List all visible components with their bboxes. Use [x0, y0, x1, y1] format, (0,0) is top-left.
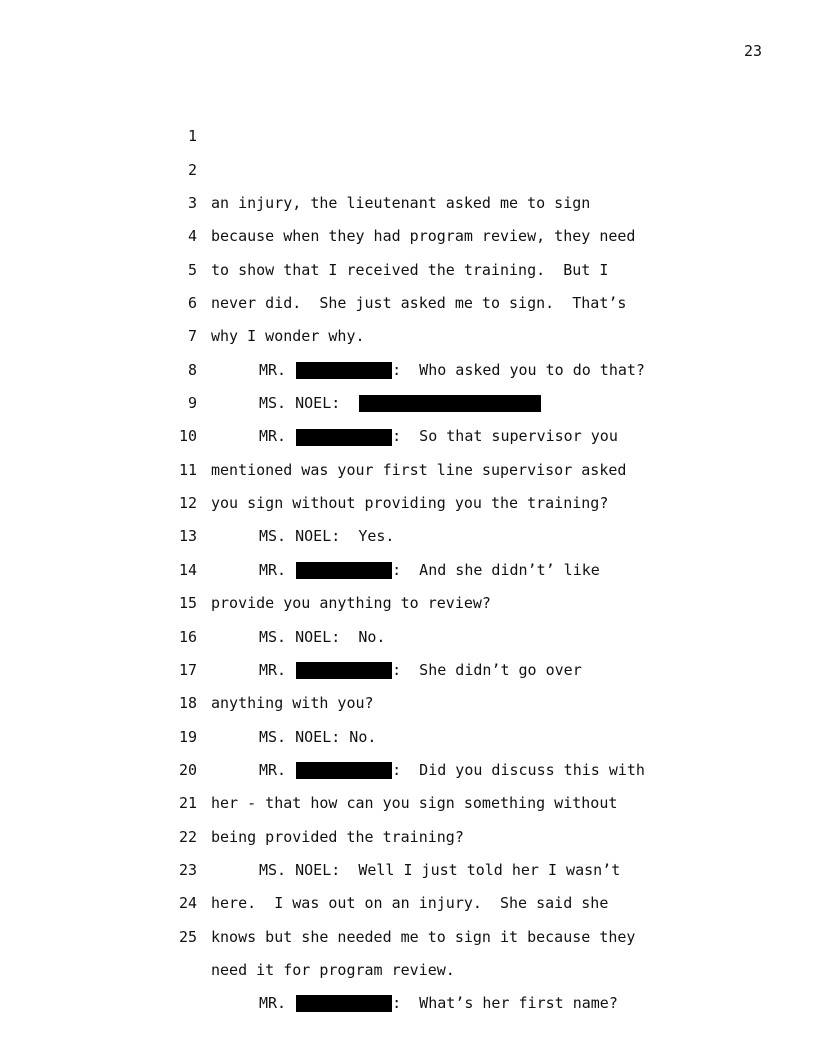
line-number: 9	[187, 394, 197, 413]
line-text: : Did you discuss this with	[392, 760, 645, 779]
line-text: MS. NOEL: Well I just told her I wasn’t	[259, 860, 621, 879]
line-number: 2	[187, 160, 197, 179]
line-text: anything with you?	[211, 694, 374, 713]
line-text: : Who asked you to do that?	[392, 360, 645, 379]
line-text: knows but she needed me to sign it because they	[211, 927, 636, 946]
line-number: 22	[178, 827, 197, 846]
line-text: because when they had program review, they need	[211, 227, 636, 246]
line-text: an injury, the lieutenant asked me to sign	[211, 194, 591, 213]
line-number: 3	[187, 194, 197, 213]
line-number: 17	[178, 660, 197, 679]
line-number: 5	[187, 260, 197, 279]
line-number: 14	[178, 560, 197, 579]
line-text: her - that how can you sign something without	[211, 794, 618, 813]
line-number: 15	[178, 594, 197, 613]
speaker-label: MR.	[259, 560, 287, 579]
line-number: 6	[187, 294, 197, 313]
line-text: MS. NOEL: No.	[259, 627, 386, 646]
line-text: MS. NOEL: No.	[259, 727, 377, 746]
line-text: : So that supervisor you	[392, 427, 618, 446]
line-number: 10	[178, 427, 197, 446]
line-number: 4	[187, 227, 197, 246]
line-number: 19	[178, 727, 197, 746]
line-number: 13	[178, 527, 197, 546]
transcript-line-1	[0, 87, 816, 213]
speaker-label: MR.	[259, 427, 287, 446]
line-number: 24	[178, 894, 197, 913]
speaker-label: MR.	[259, 760, 287, 779]
line-number: 12	[178, 494, 197, 513]
line-number: 18	[178, 694, 197, 713]
line-text: provide you anything to review?	[211, 594, 491, 613]
line-number: 8	[187, 360, 197, 379]
speaker-label: MR.	[259, 360, 287, 379]
line-number: 11	[178, 460, 197, 479]
line-text: never did. She just asked me to sign. That’s	[211, 294, 627, 313]
line-text: MS. NOEL: Yes.	[259, 527, 395, 546]
line-text: here. I was out on an injury. She said she	[211, 894, 609, 913]
line-number: 7	[187, 327, 197, 346]
line-text: to show that I received the training. But I	[211, 260, 609, 279]
line-text: : She didn’t go over	[392, 660, 582, 679]
line-text: mentioned was your first line supervisor asked	[211, 460, 627, 479]
speaker-label: MS. NOEL:	[259, 394, 341, 413]
line-number: 1	[187, 127, 197, 146]
line-text: why I wonder why.	[211, 327, 365, 346]
line-number: 21	[178, 794, 197, 813]
redaction-bar	[296, 995, 392, 1012]
line-number: 20	[178, 760, 197, 779]
line-number: 25	[178, 927, 197, 946]
speaker-label: MR.	[259, 660, 287, 679]
speaker-label: MR.	[259, 994, 287, 1013]
page-number: 23	[743, 42, 762, 60]
line-text: : And she didn’t’ like	[392, 560, 600, 579]
line-number: 16	[178, 627, 197, 646]
line-text: : What’s her first name?	[392, 994, 618, 1013]
transcript-body	[0, 87, 816, 1013]
line-text: you sign without providing you the training?	[211, 494, 609, 513]
line-text: need it for program review.	[211, 960, 455, 979]
line-text: being provided the training?	[211, 827, 464, 846]
line-number: 23	[178, 860, 197, 879]
